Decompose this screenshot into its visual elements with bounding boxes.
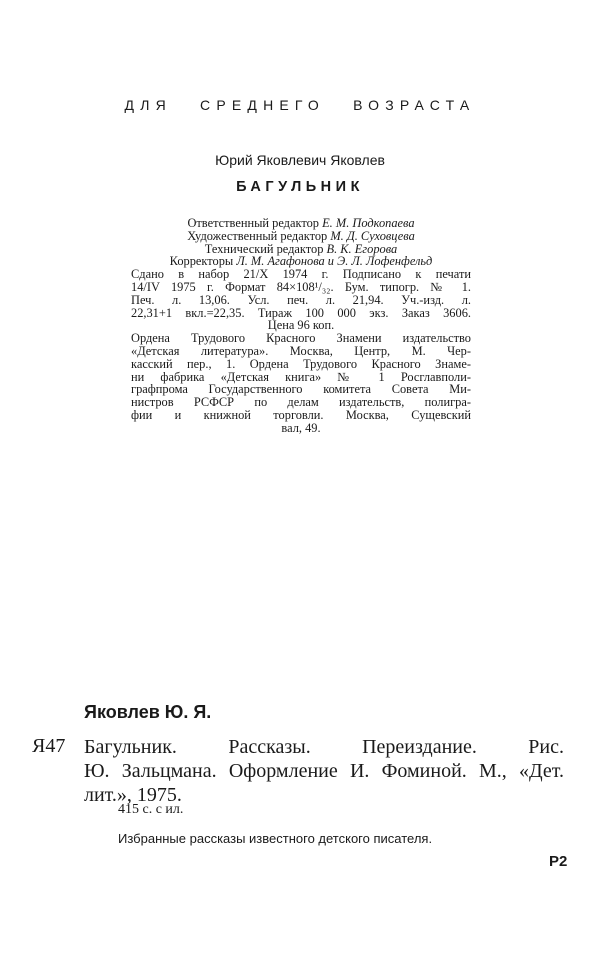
proofreaders-names: Л. М. Агафонова и Э. Л. Лофенфельд (236, 254, 433, 269)
publisher-line: касский пер., 1. Ордена Трудового Красного Знаме- (131, 356, 471, 371)
editor-label: Ответственный редактор (187, 216, 319, 230)
publisher-line: графпрома Государственного комитета Совета Ми- (131, 382, 471, 397)
print-details-line: Печ. л. 13,06. Усл. печ. л. 21,94. Уч.-изд. л. (131, 292, 471, 307)
print-details-line: 14/IV 1975 г. Формат 84×108¹/₃₂. Бум. типогр. № 1. (131, 279, 471, 294)
address-last-line: вал, 49. (281, 420, 321, 435)
art-editor-name: М. Д. Суховцева (330, 228, 415, 243)
tech-editor-label: Технический редактор (204, 241, 324, 256)
price-line: Цена 96 коп. (267, 318, 335, 333)
publisher-line: Ордена Трудового Красного Знамени издательство (131, 331, 471, 346)
book-title: БАГУЛЬНИК (236, 179, 364, 195)
description-line: лит.», 1975. (84, 784, 182, 806)
publisher-line: ни фабрика «Детская книга» № 1 Росглавполи- (131, 369, 471, 384)
publisher-line: нистров РСФСР по делам издательств, полигра- (131, 395, 471, 410)
description-line: Багульник. Рассказы. Переиздание. Рис. (84, 736, 564, 758)
catalog-card-classification: Р2 (549, 853, 568, 870)
publisher-line: фии и книжной торговли. Москва, Сущевский (131, 407, 471, 422)
tech-editor-name: В. К. Егорова (326, 241, 398, 256)
editor-name: Е. М. Подкопаева (322, 216, 415, 230)
publisher-line: «Детская литература». Москва, Центр, М. Чер- (131, 343, 471, 358)
imprint-block (131, 217, 471, 435)
catalog-card-index: Я47 (32, 735, 66, 757)
proofreaders-label: Корректоры (169, 254, 234, 269)
catalog-card-annotation: Избранные рассказы известного детского писателя. (118, 831, 433, 846)
art-editor-label: Художественный редактор (187, 228, 328, 243)
series-heading: ДЛЯ СРЕДНЕГО ВОЗРАСТА (124, 97, 476, 113)
catalog-card-pages: 415 с. с ил. (118, 802, 184, 817)
print-details-line: 22,31+1 вкл.=22,35. Тираж 100 000 экз. Заказ 3606. (131, 305, 471, 320)
print-details-line: Сдано в набор 21/X 1974 г. Подписано к печати (131, 267, 471, 282)
description-line: Ю. Зальцмана. Оформление И. Фоминой. М., «Дет. (84, 760, 564, 782)
catalog-card-author: Яковлев Ю. Я. (84, 702, 212, 722)
catalog-card-description (84, 735, 564, 807)
author-full-name: Юрий Яковлевич Яковлев (215, 152, 385, 168)
